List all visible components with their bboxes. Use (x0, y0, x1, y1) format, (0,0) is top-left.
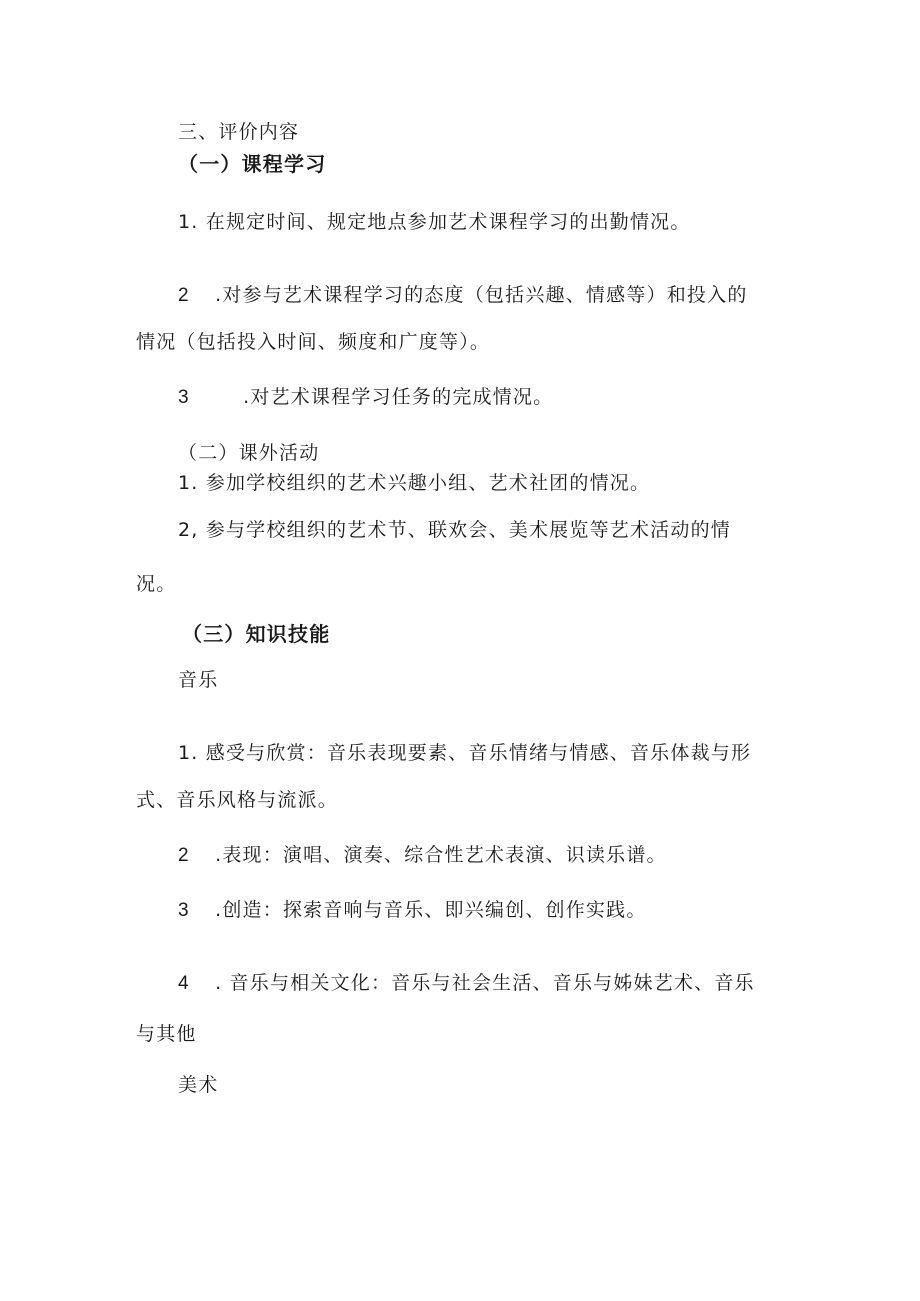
music-label: 音乐 (178, 669, 219, 691)
music-item-3-text: .创造：探索音响与音乐、即兴编创、创作实践。 (215, 899, 647, 921)
course-item-3-number: 3 (178, 387, 189, 408)
section-title: 三、评价内容 (178, 121, 300, 143)
course-item-3 (178, 385, 553, 410)
music-item-3 (178, 898, 647, 923)
music-item-2-text: .表现：演唱、演奏、综合性艺术表演、识读乐谱。 (215, 844, 667, 866)
heading-extracurricular: （二）课外活动 (178, 442, 320, 464)
music-item-3-number: 3 (178, 900, 189, 921)
course-item-2-number: 2 (178, 285, 189, 306)
course-item-1: 1. 在规定时间、规定地点参加艺术课程学习的出勤情况。 (178, 211, 691, 233)
music-item-4 (178, 971, 755, 996)
activity-item-2: 2, 参与学校组织的艺术节、联欢会、美术展览等艺术活动的情 (178, 519, 731, 541)
heading-course-study: （一）课程学习 (178, 152, 327, 176)
activity-item-1: 1. 参加学校组织的艺术兴趣小组、艺术社团的情况。 (178, 472, 651, 494)
activity-item-2-continuation: 况。 (136, 573, 177, 595)
course-item-2-continuation: 情况（包括投入时间、频度和广度等）。 (136, 331, 491, 353)
music-item-4-number: 4 (178, 973, 189, 994)
music-item-4-text: . 音乐与相关文化：音乐与社会生活、音乐与姊妹艺术、音乐 (215, 972, 755, 994)
music-item-2 (178, 843, 667, 868)
heading-knowledge-skills: （三）知识技能 (182, 622, 331, 646)
music-item-2-number: 2 (178, 845, 189, 866)
music-item-4-continuation: 与其他 (136, 1023, 197, 1045)
art-label: 美术 (178, 1074, 219, 1096)
music-item-1: 1. 感受与欣赏：音乐表现要素、音乐情绪与情感、音乐体裁与形 (178, 742, 752, 764)
course-item-2-text: .对参与艺术课程学习的态度（包括兴趣、情感等）和投入的 (215, 284, 748, 306)
course-item-2 (178, 283, 748, 308)
music-item-1-continuation: 式、音乐风格与流派。 (136, 789, 339, 811)
course-item-3-text: .对艺术课程学习任务的完成情况。 (243, 386, 554, 408)
